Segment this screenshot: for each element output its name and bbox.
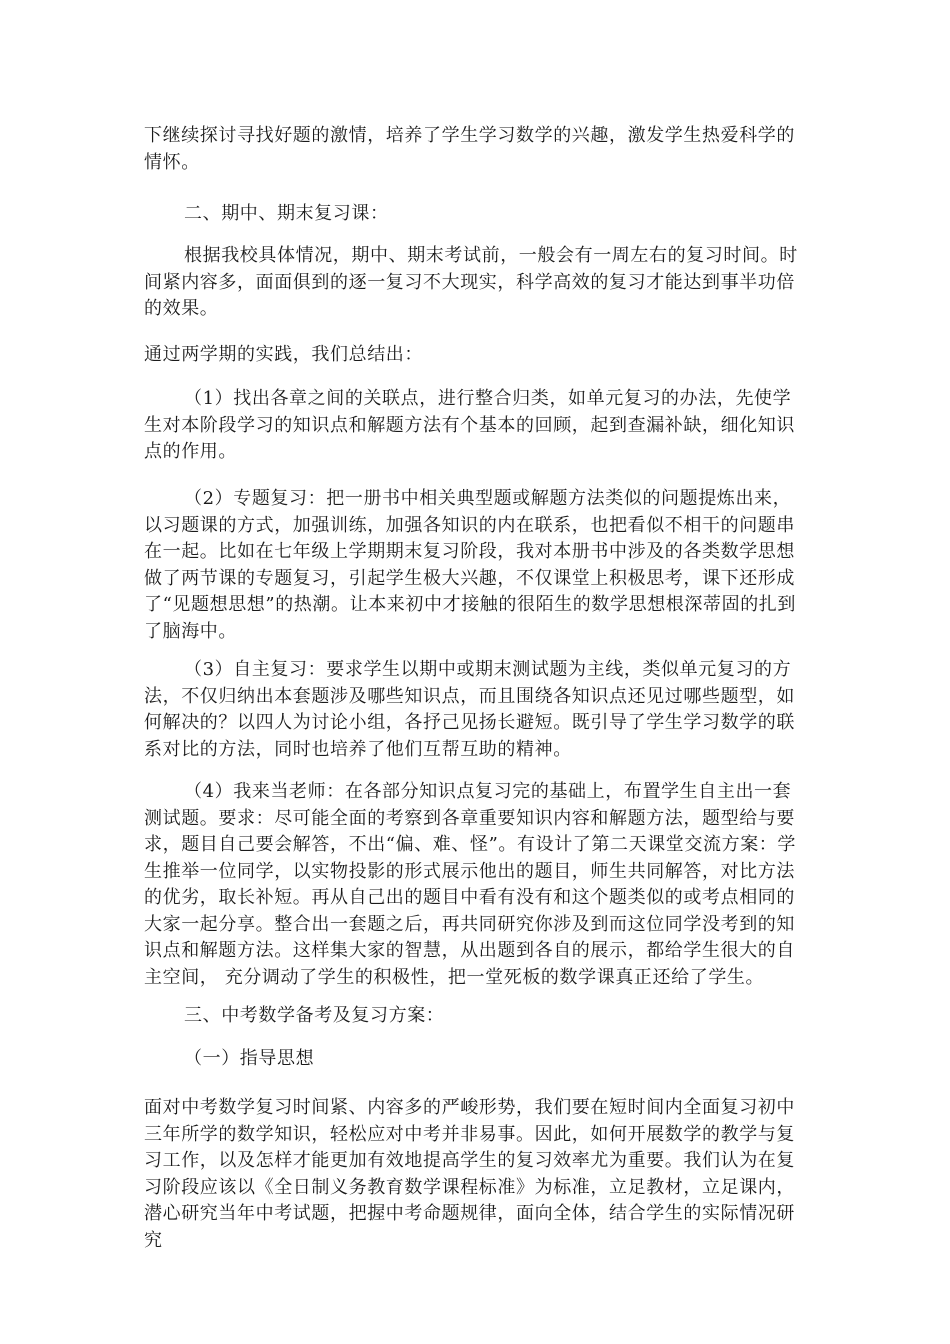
paragraph-continuation: 下继续探讨寻找好题的激情，培养了学生学习数学的兴趣，激发学生热爱科学的情怀。 bbox=[144, 125, 795, 173]
paragraph-item-4: （4）我来当老师：在各部分知识点复习完的基础上，布置学生自主出一套测试题。要求：尽可能全面的考察到各章重要知识内容和解题方法，题型给与要求，题目自己要会解答，不出“偏、难、怪”。有设计了第二天课堂交流方案：学生推举一位同学，以实物投影的形式展示他出的题目，师生共同解答，对比方法的优劣，取长补短。再从自己出的题目中看有没有和这个题类似的或考点相同的大家一起分享。整合出一套题之后，再共同研究你涉及到而这位同学没考到的知识点和解题方法。这样集大家的智慧，从出题到各自的展示，都给学生很大的自主空间， 充分调动了学生的积极性，把一堂死板的数学课真正还给了学生。 bbox=[144, 781, 797, 988]
paragraph-item-2: （2）专题复习：把一册书中相关典型题或解题方法类似的问题提炼出来，以习题课的方式，加强训练，加强各知识的内在联系，也把看似不相干的问题串在一起。比如在七年级上学期期末复习阶段，我对本册书中涉及的各类数学思想做了两节课的专题复习，引起学生极大兴趣，不仅课堂上积极思考，课下还形成了“见题想思想”的热潮。让本来初中才接触的很陌生的数学思想根深蒂固的扎到了脑海中。 bbox=[144, 488, 797, 642]
section-heading-review-class: 二、期中、期末复习课： bbox=[184, 203, 389, 224]
section-heading-exam-plan: 三、中考数学备考及复习方案： bbox=[184, 1005, 445, 1026]
subsection-heading-guiding-thought: （一）指导思想 bbox=[184, 1048, 315, 1069]
paragraph-summary-intro: 通过两学期的实践，我们总结出： bbox=[144, 344, 423, 365]
paragraph-review-time: 根据我校具体情况，期中、期末考试前，一般会有一周左右的复习时间。时间紧内容多，面面俱到的逐一复习不大现实，科学高效的复习才能达到事半功倍的效果。 bbox=[144, 245, 798, 319]
paragraph-item-3: （3）自主复习：要求学生以期中或期末测试题为主线，类似单元复习的方法，不仅归纳出本套题涉及哪些知识点，而且围绕各知识点还见过哪些题型，如何解决的？以四人为讨论小组，各抒己见扬长避短。既引导了学生学习数学的联系对比的方法，同时也培养了他们互帮互助的精神。 bbox=[144, 659, 795, 760]
paragraph-item-1: （1）找出各章之间的关联点，进行整合归类，如单元复习的办法，先使学生对本阶段学习的知识点和解题方法有个基本的回顾，起到查漏补缺，细化知识点的作用。 bbox=[144, 388, 795, 462]
paragraph-guiding-thought: 面对中考数学复习时间紧、内容多的严峻形势，我们要在短时间内全面复习初中三年所学的数学知识，轻松应对中考并非易事。因此，如何开展数学的教学与复习工作，以及怎样才能更加有效地提高学生的复习效率尤为重要。我们认为在复习阶段应该以《全日制义务教育数学课程标准》为标准，立足教材，立足课内，潜心研究当年中考试题，把握中考命题规律，面向全体，结合学生的实际情况研究 bbox=[144, 1097, 795, 1251]
